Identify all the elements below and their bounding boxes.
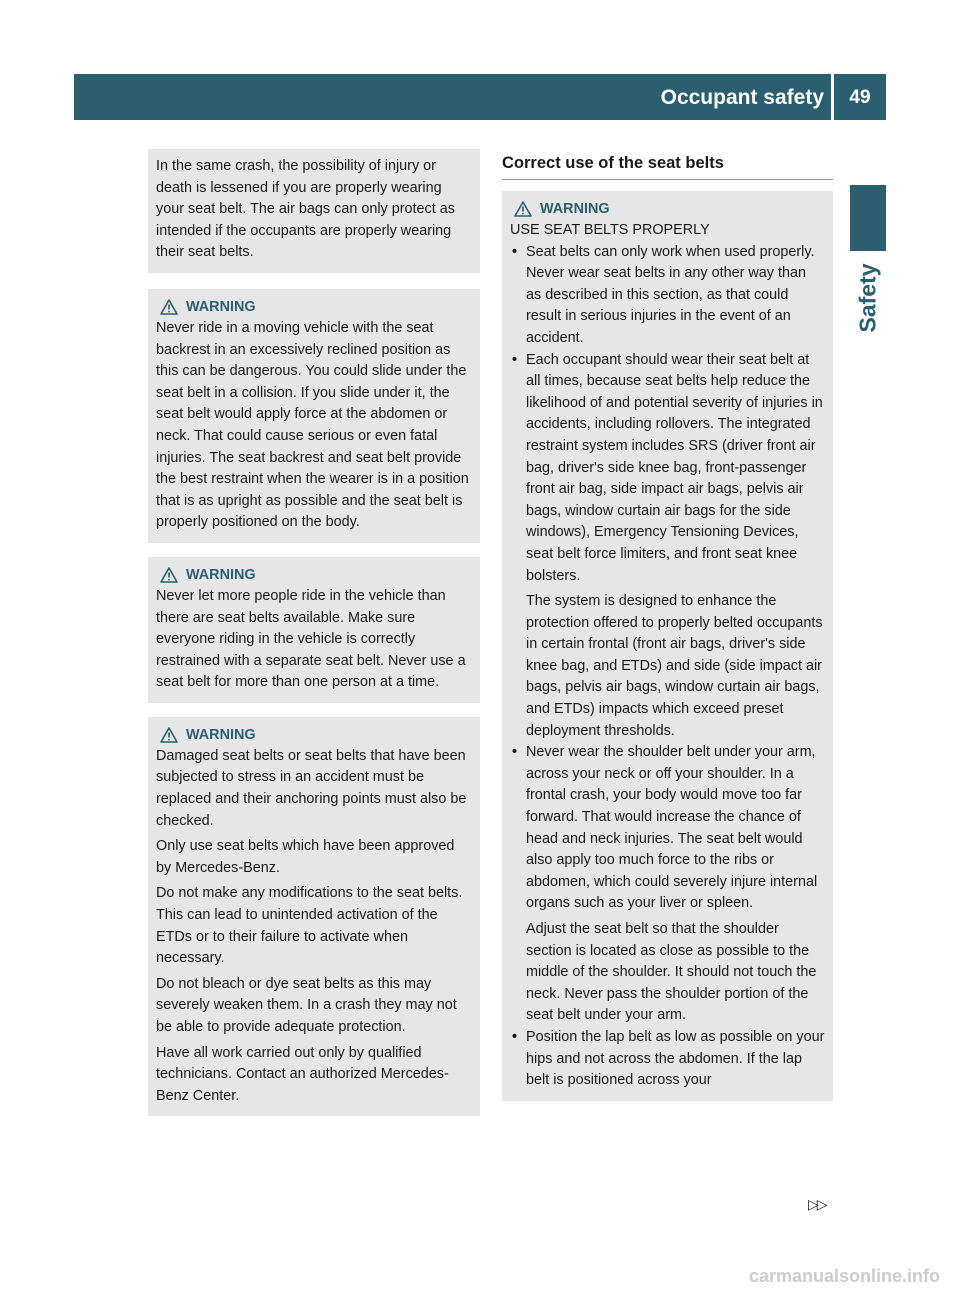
- warning-text: Have all work carried out only by qualified technicians. Contact an authorized Mercedes-Benz Center.: [156, 1044, 449, 1104]
- warning-heading: [510, 198, 825, 220]
- warning-box: [148, 717, 480, 1117]
- warning-heading-text: WARNING: [186, 726, 256, 743]
- warning-heading-text: WARNING: [186, 566, 256, 583]
- warning-box: [148, 289, 480, 543]
- warning-box: [502, 191, 833, 1101]
- warning-heading-text: WARNING: [186, 298, 256, 315]
- section-title: Correct use of the seat belts: [502, 150, 833, 180]
- continuation-mark: ▷▷: [808, 1196, 826, 1212]
- left-column: [148, 149, 480, 1116]
- side-tab-block: [850, 185, 886, 251]
- list-item: [510, 742, 825, 1027]
- list-item-text: • Never wear the shoulder belt under your arm, across your neck or off your shoulder. In a frontal crash, your body would move too far forward. That would increase the chance of head and neck injuries. The seat belt would also apply too much force to the ribs or abdomen, which could severely injure internal organs such as your liver or spleen.: [526, 744, 818, 912]
- warning-heading: [156, 564, 472, 586]
- warning-triangle-icon: [160, 727, 178, 743]
- warning-box: [148, 557, 480, 703]
- list-item: [510, 242, 825, 350]
- list-item-text: • Each occupant should wear their seat belt at all times, because seat belts help reduce the likelihood of and potential severity of injuries in accidents, including rollovers. The integrated restraint system includes SRS (driver front air bag, driver's side knee bag, front-passenger front air bag, side impact air bags, pelvis air bags, window curtain air bags for the side windows), Emergency Tensioning Devices, seat belt force limiters, and front seat knee bolsters.: [526, 351, 823, 584]
- intro-text: In the same crash, the possibility of injury or death is lessened if you are properly wearing your seat belt. The air bags can only protect as intended if the occupants are properly wearing their seat belts.: [156, 158, 455, 261]
- warning-subheading: USE SEAT BELTS PROPERLY: [510, 222, 710, 238]
- page-number: 49: [849, 87, 871, 108]
- list-item-text: Adjust the seat belt so that the shoulder section is located as close as possible to the middle of the shoulder. It should not touch the neck. Never pass the shoulder portion of the seat belt under your arm.: [526, 921, 817, 1024]
- warning-text: Do not bleach or dye seat belts as this may severely weaken them. In a crash they may not be able to provide adequate protection.: [156, 975, 457, 1035]
- page-header-title: Occupant safety: [660, 86, 824, 109]
- bullet-list: [510, 242, 825, 1092]
- warning-text: Never ride in a moving vehicle with the seat backrest in an excessively reclined position as this can be dangerous. You could slide under the seat belt in a collision. If you slide under it, the seat belt would apply force at the abdomen or neck. That could cause serious or even fatal injuries. The seat backrest and seat belt provide the best restraint when the wearer is in a position that is as upright as possible and the seat belt is properly positioned on the body.: [156, 319, 469, 531]
- warning-heading-text: WARNING: [540, 201, 610, 217]
- warning-triangle-icon: [160, 299, 178, 315]
- warning-text: Damaged seat belts or seat belts that have been subjected to stress in an accident must be replaced and their anchoring points must also be checked.: [156, 747, 467, 829]
- list-item: [510, 350, 825, 743]
- list-item-text: • Seat belts can only work when used properly. Never wear seat belts in any other way than as described in this section, as that could result in serious injuries in the event of an accident.: [526, 243, 815, 346]
- intro-box: [148, 149, 480, 273]
- side-tab-label: Safety: [854, 263, 881, 333]
- warning-text: Only use seat belts which have been approved by Mercedes-Benz.: [156, 838, 455, 876]
- list-item-text: The system is designed to enhance the protection offered to properly belted occupants in certain frontal (front air bags, driver's side knee bag, and ETDs) and side (side impact air bags, pelvis air bags, window curtain air bags, and ETDs) impacts which exceed preset deployment thresholds.: [526, 593, 823, 739]
- list-item: [510, 1027, 825, 1092]
- list-item-text: • Position the lap belt as low as possible on your hips and not across the abdomen. If the lap belt is positioned across your: [526, 1028, 825, 1089]
- warning-heading: [156, 724, 472, 746]
- warning-text: Do not make any modifications to the seat belts. This can lead to unintended activation of the ETDs or to their failure to activate when necessary.: [156, 885, 463, 967]
- warning-heading: [156, 296, 472, 318]
- watermark: carmanualsonline.info: [748, 1266, 940, 1286]
- warning-text: Never let more people ride in the vehicle than there are seat belts available. Make sure everyone riding in the vehicle is correctly restrained with a separate seat belt. Never use a seat belt for more than one person at a time.: [156, 587, 466, 691]
- warning-triangle-icon: [514, 201, 532, 217]
- warning-triangle-icon: [160, 567, 178, 583]
- right-column: [502, 150, 833, 1101]
